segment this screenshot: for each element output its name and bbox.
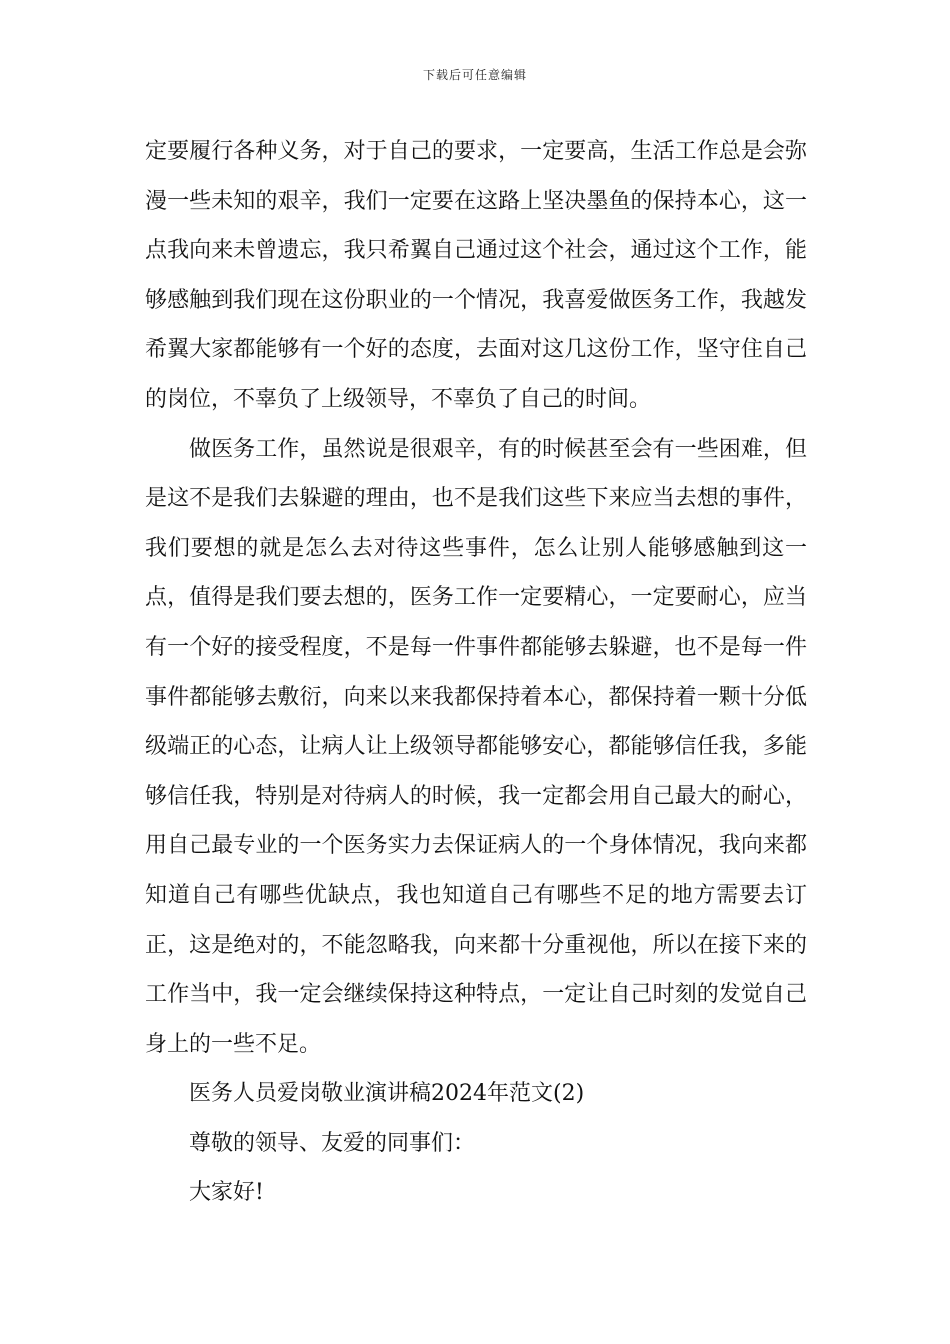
paragraph-medical-work: 做医务工作，虽然说是很艰辛，有的时候甚至会有一些困难，但是这不是我们去躲避的理由，也不是我们这些下来应当去想的事件，我们要想的就是怎么去对待这些事件，怎么让别人能够感触到这一点，值得是我们要去想的，医务工作一定要精心，一定要耐心，应当有一个好的接受程度，不是每一件事件都能够去躲避，也不是每一件事件都能够去敷衍，向来以来我都保持着本心，都保持着一颗十分低级端正的心态，让病人让上级领导都能够安心，都能够信任我，多能够信任我，特别是对待病人的时候，我一定都会用自己最大的耐心，用自己最专业的一个医务实力去保证病人的一个身体情况，我向来都知道自己有哪些优缺点，我也知道自己有哪些不足的地方需要去订正，这是绝对的，不能忽略我，向来都十分重视他，所以在接下来的工作当中，我一定会继续保持这种特点，一定让自己时刻的发觉自己身上的一些不足。 — [145, 436, 807, 1057]
greeting: 大家好! — [189, 1180, 264, 1206]
document-body — [145, 127, 807, 1218]
page-header: 下载后可任意编辑 — [422, 68, 527, 82]
paragraph-continuation: 定要履行各种义务，对于自己的要求，一定要高，生活工作总是会弥漫一些未知的艰辛，我们一定要在这路上坚决墨鱼的保持本心，这一点我向来未曾遗忘，我只希翼自己通过这个社会，通过这个工作，能够感触到我们现在这份职业的一个情况，我喜爱做医务工作，我越发希翼大家都能够有一个好的态度，去面对这几这份工作，坚守住自己的岗位，不辜负了上级领导，不辜负了自己的时间。 — [145, 139, 807, 412]
section-title: 医务人员爱岗敬业演讲稿2024年范文(2) — [189, 1081, 585, 1107]
salutation: 尊敬的领导、友爱的同事们： — [189, 1130, 476, 1156]
